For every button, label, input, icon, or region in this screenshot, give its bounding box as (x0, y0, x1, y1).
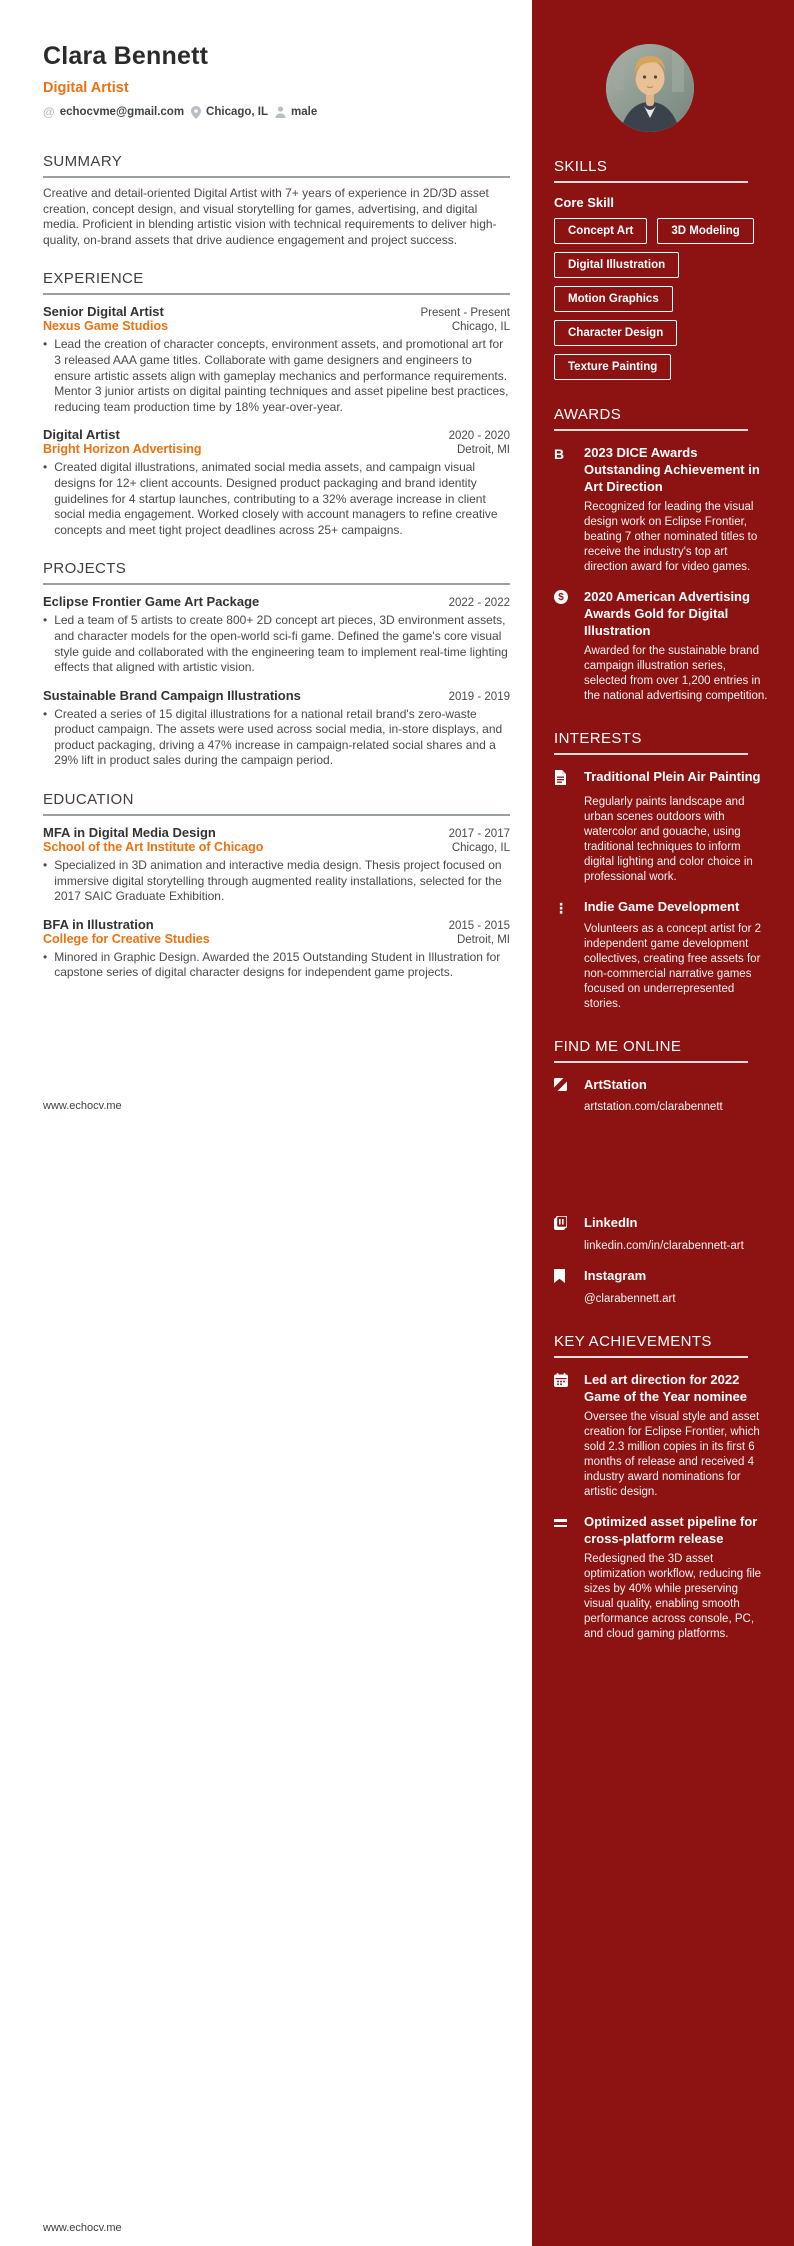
interest-description: Regularly paints landscape and urban scenes outdoors with watercolor and gouache, using traditional techniques to inform digital lighting and color choice in professional work. (584, 796, 753, 883)
sidebar-divider (554, 1356, 748, 1358)
resume-sidebar (532, 0, 794, 2246)
key-achievements-section (554, 1333, 770, 1642)
interest-title: Traditional Plein Air Painting (584, 769, 761, 784)
project-dates: 2022 - 2022 (448, 597, 510, 610)
section-divider (43, 293, 510, 295)
skill-chip[interactable]: Character Design (554, 320, 677, 346)
project-dates: 2019 - 2019 (448, 690, 510, 703)
summary-text: Creative and detail-oriented Digital Artist with 7+ years of experience in 2D/3D asset creation, concept design, and visual storytelling for games, advertising, and digital media. Proficient in blending artistic vision with technical requirements to deliver high-quality, on-brand assets that drive audience engagement and project success. (43, 186, 497, 247)
project-entry (43, 594, 510, 675)
contact-email (43, 105, 184, 119)
experience-entry (43, 304, 510, 415)
awards-heading: AWARDS (554, 406, 622, 423)
find-me-online-section (554, 1038, 770, 1307)
school-name: School of the Art Institute of Chicago (43, 840, 264, 855)
person-title: Digital Artist (43, 80, 129, 96)
education-entry (43, 825, 510, 905)
social-link-item[interactable] (554, 1267, 770, 1307)
find-me-online-heading: FIND ME ONLINE (554, 1038, 682, 1055)
award-description: Recognized for leading the visual design work on Eclipse Frontier, beating 7 other nominated titles to receive the industry's top art direction award for video games. (584, 501, 758, 573)
project-bullet: • Led a team of 5 artists to create 800+ 2D concept art pieces, 3D environment assets, and character models for the open-world sci-fi game. Defined the game's core visual style guide and collaborated with the engineering team to implement real-time lighting effects that aligned with artistic vision. (43, 613, 508, 675)
contact-gender (275, 106, 317, 118)
equals-icon (554, 1513, 584, 1547)
project-title: Eclipse Frontier Game Art Package (43, 594, 260, 610)
skills-heading: SKILLS (554, 158, 608, 175)
site-watermark-link[interactable]: www.echocv.me (43, 1100, 122, 1112)
job-dates: 2020 - 2020 (448, 430, 510, 443)
experience-entry (43, 427, 510, 538)
achievement-title: Optimized asset pipeline for cross-platform release (584, 1514, 758, 1546)
job-bullet: • Created digital illustrations, animated social media assets, and campaign visual designs for 12+ client accounts. Designed product packaging and brand identity guidelines for 4 startup launches, contributing to a 32% average increase in client social media engagement. Worked closely with account managers to refine creative concepts and meet tight project deadlines across 25+ campaigns. (43, 460, 498, 537)
dots-icon: ⋮ (554, 900, 568, 916)
job-dates: Present - Present (420, 307, 510, 320)
skill-chip[interactable]: Digital Illustration (554, 252, 679, 278)
linkedin-icon (554, 1214, 584, 1235)
interest-title: Indie Game Development (584, 899, 740, 914)
contact-location-text: Chicago, IL (206, 106, 269, 118)
social-link-url[interactable]: linkedin.com/in/clarabennett-art (584, 1240, 744, 1252)
skills-section (554, 158, 770, 380)
education-section (43, 791, 510, 981)
experience-section (43, 270, 510, 538)
social-link-label[interactable]: LinkedIn (584, 1215, 638, 1230)
education-bullet: • Specialized in 3D animation and interactive media design. Thesis project focused on immersive digital storytelling through augmented reality installations, selected for the 2017 SAIC Graduate Exhibition. (43, 858, 502, 904)
contact-row (43, 105, 510, 119)
interests-heading: INTERESTS (554, 730, 642, 747)
job-location: Detroit, MI (456, 444, 510, 457)
skill-chip[interactable]: Concept Art (554, 218, 647, 244)
school-location: Chicago, IL (451, 842, 510, 855)
award-description: Awarded for the sustainable brand campaign illustration series, selected from over 1,200 entries in the national advertising competition. (584, 645, 768, 702)
sidebar-divider (554, 181, 748, 183)
social-link-url[interactable]: artstation.com/clarabennett (584, 1101, 723, 1113)
skill-chip-list (554, 218, 770, 380)
interests-section (554, 730, 770, 1012)
social-link-item[interactable] (554, 1214, 770, 1254)
interest-item (554, 768, 770, 885)
projects-heading: PROJECTS (43, 560, 127, 578)
achievement-item (554, 1371, 770, 1500)
interest-item (554, 898, 770, 1012)
section-divider (43, 176, 510, 178)
award-title: 2020 American Advertising Awards Gold for Digital Illustration (584, 589, 750, 638)
location-pin-icon (191, 106, 201, 119)
file-icon (554, 768, 584, 790)
instagram-bookmark-icon (554, 1267, 584, 1288)
skill-chip[interactable]: 3D Modeling (657, 218, 753, 244)
degree-title: MFA in Digital Media Design (43, 825, 216, 841)
project-entry (43, 688, 510, 769)
sidebar-divider (554, 429, 748, 431)
key-achievements-heading: KEY ACHIEVEMENTS (554, 1333, 712, 1350)
dollar-badge-icon: $ (554, 588, 584, 639)
artstation-icon (554, 1076, 584, 1096)
achievement-title: Led art direction for 2022 Game of the Year nominee (584, 1372, 748, 1404)
school-name: College for Creative Studies (43, 931, 210, 946)
contact-gender-text: male (291, 106, 318, 118)
job-title: Senior Digital Artist (43, 304, 164, 320)
social-link-label[interactable]: Instagram (584, 1268, 647, 1283)
achievement-item (554, 1513, 770, 1642)
social-link-item[interactable] (554, 1076, 770, 1115)
job-location: Chicago, IL (451, 321, 510, 334)
school-location: Detroit, MI (456, 933, 510, 946)
skill-group-label: Core Skill (554, 195, 614, 210)
degree-dates: 2017 - 2017 (448, 828, 510, 841)
summary-heading: SUMMARY (43, 153, 123, 170)
award-title: 2023 DICE Awards Outstanding Achievement in Art Direction (584, 445, 760, 494)
calendar-icon (554, 1371, 584, 1405)
job-company: Nexus Game Studios (43, 319, 169, 334)
experience-heading: EXPERIENCE (43, 270, 144, 288)
degree-dates: 2015 - 2015 (448, 919, 510, 932)
sidebar-divider (554, 753, 748, 755)
projects-section (43, 560, 510, 769)
person-name: Clara Bennett (43, 42, 209, 70)
social-link-url[interactable]: @clarabennett.art (584, 1293, 676, 1305)
contact-email-text: echocvme@gmail.com (59, 106, 185, 118)
achievement-description: Oversee the visual style and asset creation for Eclipse Frontier, which sold 2.3 million copies in its first 6 months of release and received 4 industry award nominations for artistic design. (584, 1411, 760, 1498)
summary-section (43, 153, 510, 248)
education-bullet: • Minored in Graphic Design. Awarded the 2015 Outstanding Student in Illustration for capstone series of digital character designs for independent game projects. (43, 949, 501, 980)
email-icon: @ (43, 105, 55, 119)
job-company: Bright Horizon Advertising (43, 442, 202, 457)
education-heading: EDUCATION (43, 791, 134, 809)
skill-chip[interactable]: Motion Graphics (554, 286, 673, 312)
skill-chip[interactable]: Texture Painting (554, 354, 671, 380)
interest-description: Volunteers as a concept artist for 2 independent game development collectives, creating free assets for non-commercial narrative games focused on underrepresented stories. (584, 923, 762, 1010)
person-icon (275, 106, 286, 118)
contact-location (191, 106, 268, 119)
project-bullet: • Created a series of 15 digital illustrations for a national retail brand's zero-waste product campaign. The assets were used across social media, in-store displays, and product packaging, driving a 47% increase in campaign-related social shares and a 29% lift in product sales during the campaign period. (43, 706, 503, 768)
education-entry (43, 917, 510, 981)
awards-section (554, 406, 770, 704)
degree-title: BFA in Illustration (43, 916, 154, 932)
award-item (554, 444, 770, 575)
section-divider (43, 814, 510, 816)
award-item (554, 588, 770, 704)
sidebar-divider (554, 1061, 748, 1063)
achievement-description: Redesigned the 3D asset optimization workflow, reducing file sizes by 40% while preserving visual quality, enabling smooth performance across console, PC, and cloud gaming platforms. (584, 1553, 762, 1640)
profile-photo (606, 44, 694, 132)
project-title: Sustainable Brand Campaign Illustrations (43, 687, 301, 703)
medal-b-icon: B (554, 446, 565, 462)
social-link-label[interactable]: ArtStation (584, 1077, 647, 1092)
job-title: Digital Artist (43, 427, 120, 443)
site-watermark-link[interactable]: www.echocv.me (43, 2222, 122, 2234)
page-break-gap (554, 1115, 770, 1201)
job-bullet: • Lead the creation of character concepts, environment assets, and promotional art for 3 released AAA game titles. Collaborate with game designers and engineers to ensure artistic assets align with gameplay mechanics and performance requirements. Mentor 3 junior artists on digital painting techniques and asset pipeline best practices, reducing team production time by 18% year-over-year. (43, 337, 509, 414)
section-divider (43, 583, 510, 585)
